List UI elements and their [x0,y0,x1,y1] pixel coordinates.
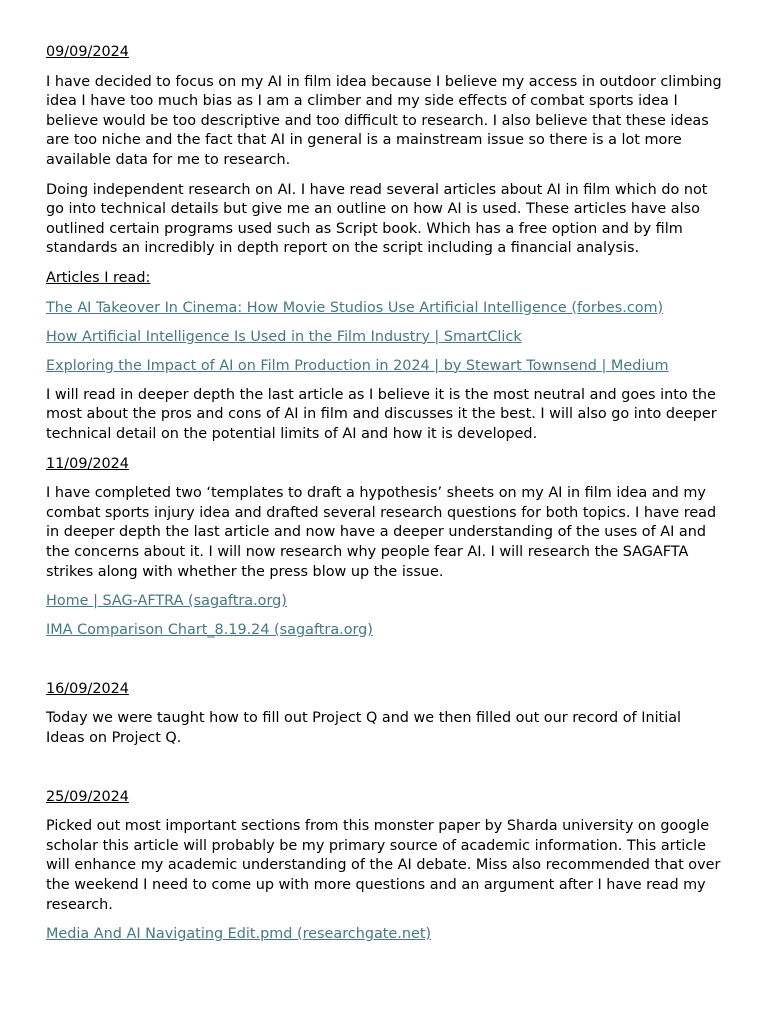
entry-paragraph: I have decided to focus on my AI in film idea because I believe my access in outdoor climbing idea I have too much bias as I am a climber and my side effects of combat sports idea I believe would be too descriptive and too difficult to research. I also believe that these ideas are too niche and the fact that AI in general is a mainstream issue so there is a lot more available data for me to research. [46,73,722,168]
article-link-medium[interactable]: Exploring the Impact of AI on Film Production in 2024 | by Stewart Townsend | Medium [46,357,669,374]
entry-date: 25/09/2024 [46,788,129,805]
articles-heading: Articles I read: [46,269,151,286]
entry-paragraph: Doing independent research on AI. I have read several articles about AI in film which do not go into technical details but give me an outline on how AI is used. These articles have also outlined certain programs used such as Script book. Which has a free option and by film standards an incredibly in depth report on the script including a financial analysis. [46,181,708,257]
article-link-forbes[interactable]: The AI Takeover In Cinema: How Movie Studios Use Artificial Intelligence (forbes.com) [46,299,664,316]
entry-date: 09/09/2024 [46,44,129,60]
ima-comparison-chart-link[interactable]: IMA Comparison Chart_8.19.24 (sagaftra.org) [46,622,373,639]
entry-paragraph: I will read in deeper depth the last article as I believe it is the most neutral and goes into the most about the pros and cons of AI in film and discusses it the best. I will also go into deeper technical detail on the potential limits of AI and how it is developed. [46,386,717,442]
sagaftra-home-link[interactable]: Home | SAG-AFTRA (sagaftra.org) [46,593,287,610]
researchgate-paper-link[interactable]: Media And AI Navigating Edit.pmd (researchgate.net) [46,926,432,943]
entry-paragraph: Picked out most important sections from this monster paper by Sharda university on google scholar this article will probably be my primary source of academic information. This article will enhance my academic understanding of the AI debate. Miss also recommended that over the weekend I need to come up with more questions and an argument after I have read my research. [46,818,721,913]
entry-date: 16/09/2024 [46,680,129,697]
entry-paragraph: I have completed two ‘templates to draft a hypothesis’ sheets on my AI in film idea and my combat sports injury idea and drafted several research questions for both topics. I have read in deeper depth the last article and now have a deeper understanding of the uses of AI and the concerns about it. I will now research why people fear AI. I will research the SAGAFTA strikes along with whether the press blow up the issue. [46,485,717,580]
article-link-smartclick[interactable]: How Artificial Intelligence Is Used in the Film Industry | SmartClick [46,328,522,345]
entry-date: 11/09/2024 [46,455,129,472]
entry-paragraph: Today we were taught how to fill out Project Q and we then filled out our record of Initial Ideas on Project Q. [46,710,682,747]
